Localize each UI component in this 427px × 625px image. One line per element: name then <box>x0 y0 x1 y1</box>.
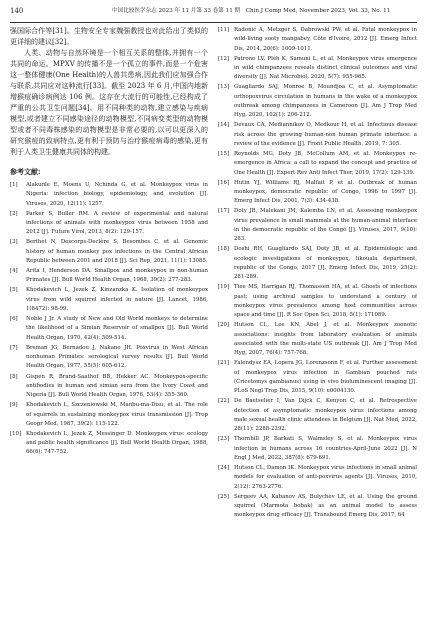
reference-item <box>218 121 417 149</box>
references-heading: 参考文献: <box>10 167 41 176</box>
reference-item <box>10 238 208 266</box>
reference-item <box>10 315 208 343</box>
reference-text: Doshi RH, Guagliardo SAJ, Doty JB, et al. Epidemiologic and ecologic investigations of monkeypox, likouala department, republic of the Congo, 2017 [J]. Emerg Infect Dis, 2019, 25(2): 281-289. <box>234 246 417 281</box>
reference-text: Khodakevich L, Jezek Z, Kinzanzka K. Isolation of monkeypox virus from wild squirrel infected in nature [J]. Lancet, 1986, 1(8472): 98-99. <box>26 287 208 313</box>
reference-item <box>218 83 417 120</box>
reference-number: [25] <box>218 493 230 500</box>
page-header <box>0 0 427 22</box>
reference-text: Breman JG, Bernadou J, Nakano JH. Poxvirus in West African nonhuman Primates: serological survey results [J]. Bull World Health Organ, 1977, 55(5): 605-612. <box>26 344 208 370</box>
reference-text: Noble J Jr. A study of New and Old World monkeys to determine the likelihood of a Simian Reservoir of smallpox [J]. Bull World Health Organ, 1970, 42(4): 509-514. <box>26 316 208 341</box>
reference-number: [18] <box>218 246 230 253</box>
reference-item <box>10 267 208 286</box>
reference-text: Thornhill JP, Barkati S, Walmsley S, et al. Monkeypox virus infection in humans across 16 countries-April-June 2022 [J]. N Engl J Med, 2022, 387(8): 679-691. <box>234 436 417 461</box>
reference-text: De Baetselier I, Van Dijck C, Kenyon C, et al. Retrospective detection of asymptomatic monkeypox virus infections among male sexual health clinic attendees in Belgium [J]. Nat Med, 2022, 28(11): 2288-2292. <box>234 398 417 433</box>
reference-item <box>218 245 417 282</box>
reference-number: [19] <box>218 284 230 291</box>
reference-item <box>218 179 417 207</box>
reference-number: [2] <box>10 210 18 217</box>
reference-number: [7] <box>10 344 18 351</box>
body-paragraph: 人类、动物与自然环境是一个相互关系的整体,并拥有一个共同的命运。MPXV 的传播不是一个孤立的事件,而是一个危害这一整体健康(One Health)的人兽共患病,因此我们应加强合作与联系,共同应对这种流行[33]。截至 2023 年 6 月,中国内地新增猴痘确诊病例达 106 例。这存在大流行的可能性,已经构成了严重的公共卫生问题[34]。用不同种类的动物,建立感染与疾病模型,或者建立不同感染途径的动物模型,不同病变类型的动物模型或者不同毒株感染的动物模型是非常必要的,以可以更深入的研究猴痘的致病特点,更有利于预防与治疗猴痘病毒的感染,更有利于人类卫生健康共同体的构建。 <box>10 49 208 156</box>
reference-text: Patrono LV, Pléh K, Samuni L, et al. Monkeypox virus emergence in wild chimpanzees reveals distinct clinical outcomes and viral diversity [J]. Nat Microbiol, 2020, 5(7): 955-965. <box>234 55 417 81</box>
body-paragraph: 强国际合作等[31]。生物安全专家魏强教授也对此给出了类似的更详细的建议[32]。 <box>10 27 208 46</box>
reference-text: Devaux CA, Mediannikov O, Medkour H, et al. Infectious disease risk across the growing human-non human primate interface: a review of the evidence [J]. Front Public Health, 2019, 7: 305. <box>234 122 417 147</box>
reference-number: [14] <box>218 122 230 129</box>
reference-number: [5] <box>10 287 18 294</box>
reference-number: [8] <box>10 373 18 380</box>
reference-item <box>218 435 417 463</box>
reference-item <box>10 181 208 209</box>
page-number: 140 <box>10 7 24 15</box>
reference-item <box>218 464 417 492</box>
reference-number: [3] <box>10 239 18 246</box>
reference-number: [23] <box>218 436 230 443</box>
reference-item <box>218 26 417 54</box>
header-rule <box>10 22 417 23</box>
reference-number: [22] <box>218 398 230 405</box>
reference-number: [12] <box>218 55 230 62</box>
reference-item <box>10 286 208 314</box>
reference-item <box>218 283 417 320</box>
reference-item <box>218 207 417 244</box>
reference-item <box>218 493 417 521</box>
reference-item <box>218 150 417 178</box>
reference-number: [11] <box>218 27 230 33</box>
reference-item <box>10 430 208 458</box>
reference-number: [4] <box>10 268 18 275</box>
reference-number: [17] <box>218 208 230 215</box>
reference-text: Berthet N, Descorps-Declère S, Besombes C, et al. Genomic history of human monkey pox infections in the Central African Republic between 2001 and 2018 [J]. Sci Rep, 2021, 11(1): 13085. <box>26 239 208 264</box>
reference-text: Guagliardo SAJ, Monroe B, Moundjoa C, et al. Asymptomatic orthopoxvirus circulation in humans in the wake of a monkeypox outbreak among chimpanzees in Cameroon [J]. Am J Trop Med Hyg, 2020, 102(1): 206-212. <box>234 84 417 119</box>
reference-text: Hutson CL, Damon IK. Monkeypox virus infections in small animal models for evaluation of anti-poxvirus agents [J]. Viruses, 2010, 2(12): 2763-2776. <box>234 465 417 490</box>
reference-number: [24] <box>218 465 230 472</box>
reference-number: [13] <box>218 84 230 91</box>
right-column <box>218 26 417 618</box>
reference-text: Hutson CL, Lee KN, Abel J, et al. Monkeypox zoonotic associations: insights from laboratory evaluation of animals associated with the multi-state US outbreak [J]. Am J Trop Med Hyg, 2007, 76(4): 757-768. <box>234 322 417 357</box>
reference-item <box>218 397 417 434</box>
reference-item <box>10 344 208 372</box>
reference-number: [16] <box>218 179 230 186</box>
reference-item <box>218 55 417 83</box>
reference-item <box>10 401 208 429</box>
reference-text: Gispen R, Brand-Saathof BB, Hekker AC. Monkeypox-specific antibodies in human and simian sera from the Ivory Coast and Nigeria [J]. Bull World Health Organ, 1976, 53(4): 355-360. <box>26 373 208 399</box>
reference-text: Alakunle E, Moens U, Nchinda G, et al. Monkeypox virus in Nigeria: infection biology, epidemiology, and evolution [J]. Viruses, 2020, 12(11): 1257. <box>26 182 208 207</box>
reference-text: Reynolds MG, Doty JB, McCollum AM, et al. Monkeypox re-emergence in Africa: a call to expand the concept and practice of One Health [J]. Expert Rev Anti Infect Ther, 2019, 17(2): 129-139. <box>234 151 417 176</box>
reference-text: Tiee MS, Harrigan RJ, Thomassen HA, et al. Ghosts of infections past: using archival samples to understand a century of monkeypox virus prevalence among host communities across space and time [J]. R Soc Open Sci, 2018, 5(1): 171089. <box>234 284 417 319</box>
reference-item <box>10 210 208 238</box>
reference-text: Falendysz EA, Lopera JG, Lorenzsonn F, et al. Further assessment of monkeypox virus infection in Gambian pouched rats (Cricetomys gambianus) using in vivo bioluminescent imaging [J]. PLoS Negl Trop Dis, 2015, 9(10): e0004130. <box>234 360 417 395</box>
reference-number: [21] <box>218 360 230 367</box>
reference-list-left <box>10 181 208 458</box>
reference-text: Hutin YJ, Williams RJ, Malfait P, et al. Outbreak of human monkeypox, democratic republic of Congo, 1996 to 1997 [J]. Emerg Infect Dis, 2001, 7(3): 434-438. <box>234 179 417 205</box>
reference-number: [15] <box>218 151 230 158</box>
reference-number: [1] <box>10 182 18 188</box>
reference-number: [6] <box>10 316 18 323</box>
reference-number: [10] <box>10 430 22 437</box>
reference-item <box>10 373 208 401</box>
reference-number: [9] <box>10 402 18 409</box>
reference-text: Khodakevich L, Jezek Z, Messinger D. Monkeypox virus: ecology and public health significance [J]. Bull World Health Organ, 1988, 66(6): 747-752. <box>26 430 208 456</box>
left-column <box>10 26 208 618</box>
reference-list-right <box>218 26 417 521</box>
reference-item <box>218 359 417 396</box>
reference-text: Arita I, Henderson DA. Smallpox and monkeypox in non-human Primates [J]. Bull World Health Organ, 1968, 39(2): 277-283. <box>26 268 208 284</box>
reference-text: Sergeev AA, Kabanov AS, Bulychev LE, et al. Using the ground squirrel (Marmota bobak) as an animal model to assess monkeypox drug efficacy [J]. Transbound Emerg Dis, 2017, 64 <box>234 493 417 519</box>
reference-text: Parker S, Buller RM. A review of experimental and natural infections of animals with monkeypox virus between 1958 and 2012 [J]. Future Virol, 2013, 8(2): 129-157. <box>26 210 208 236</box>
reference-text: Khodakevich L, Szczeniowski M, Manbu-ma-Disu, et al. The role of squirrels in sustaining monkeypox virus transmission [J]. Trop Geogr Med, 1987, 39(2): 115-122. <box>26 402 208 427</box>
journal-running-title: 中国比较医学杂志 2023 年 11 月第 33 卷第 11 期 Chin J Comp Med, November 2023, Vol. 33, No. 11 <box>112 8 391 14</box>
reference-text: Doty JB, Malekani JM, Kalemba LN, et al. Assessing monkeypox virus prevalence in small mammals at the human-animal interface in the democratic republic of the Congo [J]. Viruses, 2017, 9(10): 283. <box>234 208 417 243</box>
reference-number: [20] <box>218 322 230 329</box>
reference-item <box>218 321 417 358</box>
reference-text: Radonić A, Metzger S, Dabrowski PW, et al. Fatal monkeypox in wild-living sooty mangabey, Côte d'Ivoire, 2012 [J]. Emerg Infect Dis, 2014, 20(6): 1009-1011. <box>234 27 417 52</box>
